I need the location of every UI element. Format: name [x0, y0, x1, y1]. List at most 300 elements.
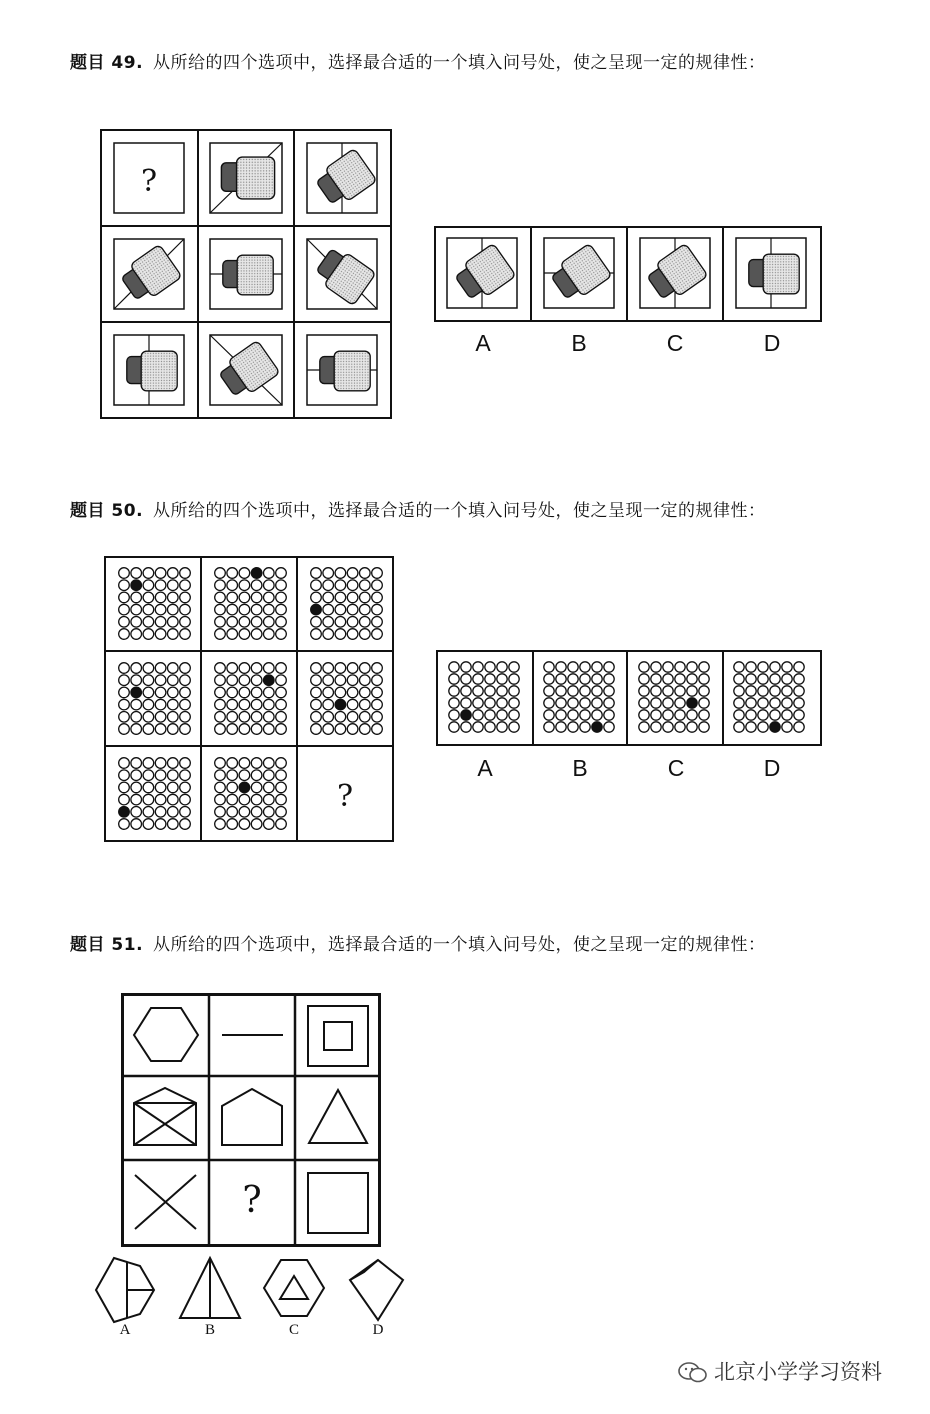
- empty-dot: [239, 699, 250, 710]
- empty-dot: [746, 662, 756, 672]
- empty-dot: [639, 686, 649, 696]
- filled-dot: [131, 580, 142, 591]
- empty-dot: [734, 722, 744, 732]
- empty-dot: [360, 724, 371, 735]
- empty-dot: [699, 710, 709, 720]
- empty-dot: [758, 686, 768, 696]
- empty-dot: [143, 819, 154, 830]
- empty-dot: [347, 604, 358, 615]
- empty-dot: [651, 710, 661, 720]
- empty-dot: [215, 782, 226, 793]
- filled-dot: [239, 782, 250, 793]
- q49-title: [70, 48, 766, 73]
- empty-dot: [782, 710, 792, 720]
- empty-dot: [651, 698, 661, 708]
- empty-dot: [782, 674, 792, 684]
- empty-dot: [449, 722, 459, 732]
- empty-dot: [264, 687, 275, 698]
- empty-dot: [372, 592, 383, 603]
- q51-option-b[interactable]: [180, 1258, 240, 1318]
- empty-dot: [544, 662, 554, 672]
- empty-dot: [372, 629, 383, 640]
- empty-dot: [372, 675, 383, 686]
- filled-dot: [119, 807, 130, 818]
- empty-dot: [360, 663, 371, 674]
- q51-label-c: C: [288, 1322, 300, 1338]
- filled-dot: [592, 722, 602, 732]
- empty-dot: [556, 674, 566, 684]
- empty-dot: [143, 782, 154, 793]
- empty-dot: [639, 710, 649, 720]
- q51-option-d[interactable]: [350, 1260, 403, 1320]
- empty-dot: [335, 687, 346, 698]
- empty-dot: [131, 712, 142, 723]
- empty-dot: [497, 698, 507, 708]
- wechat-icon: [678, 1361, 708, 1385]
- empty-dot: [323, 663, 334, 674]
- empty-dot: [215, 580, 226, 591]
- q51-label-a: A: [119, 1322, 131, 1338]
- empty-dot: [168, 699, 179, 710]
- empty-dot: [568, 662, 578, 672]
- empty-dot: [485, 710, 495, 720]
- empty-dot: [168, 592, 179, 603]
- empty-dot: [251, 699, 262, 710]
- empty-dot: [276, 592, 287, 603]
- empty-dot: [143, 712, 154, 723]
- empty-dot: [794, 722, 804, 732]
- empty-dot: [143, 770, 154, 781]
- empty-dot: [119, 604, 130, 615]
- empty-dot: [227, 592, 238, 603]
- empty-dot: [770, 698, 780, 708]
- empty-dot: [485, 662, 495, 672]
- empty-dot: [758, 698, 768, 708]
- empty-dot: [276, 770, 287, 781]
- empty-dot: [264, 699, 275, 710]
- empty-dot: [311, 663, 322, 674]
- empty-dot: [568, 710, 578, 720]
- empty-dot: [782, 722, 792, 732]
- empty-dot: [675, 674, 685, 684]
- empty-dot: [473, 710, 483, 720]
- empty-dot: [734, 662, 744, 672]
- empty-dot: [592, 686, 602, 696]
- empty-dot: [311, 699, 322, 710]
- filled-dot: [461, 710, 471, 720]
- empty-dot: [758, 710, 768, 720]
- empty-dot: [180, 580, 191, 591]
- empty-dot: [449, 698, 459, 708]
- empty-dot: [227, 758, 238, 769]
- empty-dot: [155, 699, 166, 710]
- empty-dot: [251, 807, 262, 818]
- empty-dot: [239, 592, 250, 603]
- empty-dot: [251, 617, 262, 628]
- empty-dot: [143, 807, 154, 818]
- empty-dot: [544, 674, 554, 684]
- empty-dot: [215, 629, 226, 640]
- empty-dot: [675, 698, 685, 708]
- q51-title: [70, 930, 766, 955]
- empty-dot: [580, 698, 590, 708]
- empty-dot: [663, 674, 673, 684]
- empty-dot: [461, 686, 471, 696]
- empty-dot: [251, 724, 262, 735]
- empty-dot: [276, 604, 287, 615]
- empty-dot: [372, 712, 383, 723]
- empty-dot: [239, 675, 250, 686]
- empty-dot: [461, 662, 471, 672]
- empty-dot: [131, 770, 142, 781]
- empty-dot: [168, 819, 179, 830]
- empty-dot: [323, 568, 334, 579]
- empty-dot: [544, 710, 554, 720]
- empty-dot: [335, 663, 346, 674]
- empty-dot: [568, 686, 578, 696]
- empty-dot: [604, 686, 614, 696]
- empty-dot: [227, 617, 238, 628]
- empty-dot: [360, 580, 371, 591]
- empty-dot: [251, 663, 262, 674]
- filled-dot: [131, 687, 142, 698]
- empty-dot: [264, 580, 275, 591]
- empty-dot: [347, 663, 358, 674]
- q49-label-b: B: [571, 330, 587, 356]
- empty-dot: [251, 580, 262, 591]
- watermark-text: 北京小学学习资料: [714, 1360, 882, 1384]
- empty-dot: [794, 686, 804, 696]
- empty-dot: [509, 686, 519, 696]
- empty-dot: [131, 568, 142, 579]
- empty-dot: [155, 807, 166, 818]
- empty-dot: [227, 580, 238, 591]
- empty-dot: [119, 758, 130, 769]
- empty-dot: [251, 687, 262, 698]
- empty-dot: [251, 782, 262, 793]
- empty-dot: [119, 819, 130, 830]
- empty-dot: [639, 662, 649, 672]
- empty-dot: [335, 580, 346, 591]
- empty-dot: [794, 674, 804, 684]
- q50-number: 题目 50.: [70, 501, 144, 521]
- empty-dot: [119, 782, 130, 793]
- empty-dot: [758, 722, 768, 732]
- empty-dot: [347, 592, 358, 603]
- empty-dot: [180, 699, 191, 710]
- empty-dot: [264, 712, 275, 723]
- empty-dot: [746, 722, 756, 732]
- empty-dot: [227, 604, 238, 615]
- q51-prompt: 从所给的四个选项中，选择最合适的一个填入问号处，使之呈现一定的规律性：: [153, 935, 766, 955]
- empty-dot: [276, 675, 287, 686]
- q50-prompt: 从所给的四个选项中，选择最合适的一个填入问号处，使之呈现一定的规律性：: [153, 501, 766, 521]
- q50-label-c: C: [667, 755, 685, 781]
- empty-dot: [461, 698, 471, 708]
- empty-dot: [746, 674, 756, 684]
- empty-dot: [544, 722, 554, 732]
- empty-dot: [215, 724, 226, 735]
- empty-dot: [360, 592, 371, 603]
- empty-dot: [251, 629, 262, 640]
- empty-dot: [770, 662, 780, 672]
- empty-dot: [360, 675, 371, 686]
- empty-dot: [215, 819, 226, 830]
- empty-dot: [323, 617, 334, 628]
- empty-dot: [143, 629, 154, 640]
- empty-dot: [180, 687, 191, 698]
- empty-dot: [347, 580, 358, 591]
- empty-dot: [699, 662, 709, 672]
- empty-dot: [734, 698, 744, 708]
- empty-dot: [770, 674, 780, 684]
- empty-dot: [180, 782, 191, 793]
- empty-dot: [155, 724, 166, 735]
- empty-dot: [143, 663, 154, 674]
- empty-dot: [215, 794, 226, 805]
- empty-dot: [311, 617, 322, 628]
- filled-dot: [687, 698, 697, 708]
- empty-dot: [347, 629, 358, 640]
- empty-dot: [143, 794, 154, 805]
- empty-dot: [592, 710, 602, 720]
- q51-option-a[interactable]: [96, 1258, 154, 1322]
- filled-dot: [770, 722, 780, 732]
- empty-dot: [360, 629, 371, 640]
- empty-dot: [168, 580, 179, 591]
- empty-dot: [119, 699, 130, 710]
- empty-dot: [143, 580, 154, 591]
- q49-label-d: D: [763, 330, 781, 356]
- empty-dot: [746, 710, 756, 720]
- empty-dot: [651, 686, 661, 696]
- empty-dot: [734, 710, 744, 720]
- empty-dot: [119, 794, 130, 805]
- empty-dot: [335, 617, 346, 628]
- empty-dot: [227, 629, 238, 640]
- empty-dot: [449, 674, 459, 684]
- empty-dot: [215, 592, 226, 603]
- empty-dot: [227, 782, 238, 793]
- empty-dot: [485, 698, 495, 708]
- q50-label-d: D: [763, 755, 781, 781]
- empty-dot: [360, 699, 371, 710]
- empty-dot: [276, 807, 287, 818]
- empty-dot: [180, 794, 191, 805]
- empty-dot: [794, 698, 804, 708]
- q49-label-c: C: [666, 330, 684, 356]
- empty-dot: [580, 674, 590, 684]
- empty-dot: [143, 675, 154, 686]
- empty-dot: [227, 568, 238, 579]
- empty-dot: [335, 604, 346, 615]
- empty-dot: [168, 663, 179, 674]
- empty-dot: [264, 770, 275, 781]
- empty-dot: [239, 580, 250, 591]
- empty-dot: [180, 819, 191, 830]
- empty-dot: [734, 674, 744, 684]
- empty-dot: [497, 710, 507, 720]
- empty-dot: [119, 663, 130, 674]
- empty-dot: [323, 604, 334, 615]
- q49-prompt: 从所给的四个选项中，选择最合适的一个填入问号处，使之呈现一定的规律性：: [153, 53, 766, 73]
- empty-dot: [131, 663, 142, 674]
- q49-label-a: A: [475, 330, 491, 356]
- empty-dot: [473, 722, 483, 732]
- empty-dot: [311, 712, 322, 723]
- empty-dot: [782, 698, 792, 708]
- q49-grid: [100, 129, 392, 419]
- empty-dot: [372, 617, 383, 628]
- empty-dot: [639, 698, 649, 708]
- empty-dot: [264, 782, 275, 793]
- empty-dot: [215, 758, 226, 769]
- empty-dot: [155, 687, 166, 698]
- empty-dot: [227, 712, 238, 723]
- empty-dot: [251, 819, 262, 830]
- empty-dot: [168, 568, 179, 579]
- q51-option-c[interactable]: [264, 1260, 324, 1316]
- empty-dot: [663, 686, 673, 696]
- empty-dot: [143, 568, 154, 579]
- empty-dot: [119, 580, 130, 591]
- filled-dot: [335, 699, 346, 710]
- empty-dot: [251, 592, 262, 603]
- empty-dot: [568, 722, 578, 732]
- empty-dot: [239, 568, 250, 579]
- q50-label-b: B: [572, 755, 588, 781]
- empty-dot: [335, 675, 346, 686]
- empty-dot: [580, 686, 590, 696]
- empty-dot: [239, 604, 250, 615]
- empty-dot: [239, 758, 250, 769]
- empty-dot: [276, 794, 287, 805]
- empty-dot: [276, 663, 287, 674]
- empty-dot: [746, 698, 756, 708]
- empty-dot: [639, 674, 649, 684]
- empty-dot: [360, 687, 371, 698]
- empty-dot: [155, 794, 166, 805]
- empty-dot: [131, 592, 142, 603]
- empty-dot: [239, 617, 250, 628]
- filled-dot: [251, 568, 262, 579]
- empty-dot: [675, 686, 685, 696]
- empty-dot: [687, 674, 697, 684]
- empty-dot: [372, 724, 383, 735]
- empty-dot: [276, 568, 287, 579]
- empty-dot: [155, 580, 166, 591]
- empty-dot: [180, 712, 191, 723]
- empty-dot: [180, 604, 191, 615]
- empty-dot: [239, 663, 250, 674]
- empty-dot: [227, 770, 238, 781]
- empty-dot: [276, 782, 287, 793]
- q51-number: 题目 51.: [70, 935, 144, 955]
- empty-dot: [251, 758, 262, 769]
- empty-dot: [580, 722, 590, 732]
- empty-dot: [639, 722, 649, 732]
- empty-dot: [360, 568, 371, 579]
- empty-dot: [215, 604, 226, 615]
- empty-dot: [131, 782, 142, 793]
- empty-dot: [473, 698, 483, 708]
- empty-dot: [311, 568, 322, 579]
- empty-dot: [734, 686, 744, 696]
- empty-dot: [782, 662, 792, 672]
- empty-dot: [239, 687, 250, 698]
- empty-dot: [699, 686, 709, 696]
- empty-dot: [119, 592, 130, 603]
- empty-dot: [239, 819, 250, 830]
- empty-dot: [131, 794, 142, 805]
- q50-question-mark: ?: [336, 779, 354, 814]
- empty-dot: [131, 758, 142, 769]
- empty-dot: [758, 674, 768, 684]
- empty-dot: [155, 592, 166, 603]
- empty-dot: [556, 686, 566, 696]
- empty-dot: [143, 604, 154, 615]
- empty-dot: [485, 722, 495, 732]
- empty-dot: [155, 770, 166, 781]
- empty-dot: [168, 782, 179, 793]
- empty-dot: [264, 794, 275, 805]
- empty-dot: [794, 710, 804, 720]
- empty-dot: [544, 698, 554, 708]
- q51-label-d: D: [372, 1322, 384, 1338]
- empty-dot: [215, 663, 226, 674]
- empty-dot: [215, 617, 226, 628]
- empty-dot: [794, 662, 804, 672]
- empty-dot: [556, 662, 566, 672]
- empty-dot: [276, 580, 287, 591]
- empty-dot: [311, 724, 322, 735]
- empty-dot: [592, 674, 602, 684]
- empty-dot: [461, 674, 471, 684]
- empty-dot: [180, 663, 191, 674]
- empty-dot: [604, 662, 614, 672]
- empty-dot: [746, 686, 756, 696]
- empty-dot: [227, 807, 238, 818]
- empty-dot: [360, 604, 371, 615]
- empty-dot: [449, 686, 459, 696]
- empty-dot: [360, 712, 371, 723]
- empty-dot: [663, 722, 673, 732]
- empty-dot: [335, 724, 346, 735]
- empty-dot: [509, 662, 519, 672]
- empty-dot: [251, 770, 262, 781]
- q51-grid: [121, 993, 381, 1247]
- empty-dot: [131, 675, 142, 686]
- empty-dot: [544, 686, 554, 696]
- empty-dot: [497, 722, 507, 732]
- empty-dot: [168, 758, 179, 769]
- empty-dot: [264, 724, 275, 735]
- empty-dot: [461, 722, 471, 732]
- empty-dot: [215, 687, 226, 698]
- empty-dot: [227, 724, 238, 735]
- q50-options: [436, 650, 822, 780]
- empty-dot: [335, 629, 346, 640]
- empty-dot: [311, 687, 322, 698]
- empty-dot: [311, 675, 322, 686]
- empty-dot: [155, 617, 166, 628]
- empty-dot: [180, 724, 191, 735]
- empty-dot: [251, 604, 262, 615]
- empty-dot: [276, 699, 287, 710]
- empty-dot: [699, 722, 709, 732]
- empty-dot: [347, 568, 358, 579]
- empty-dot: [155, 663, 166, 674]
